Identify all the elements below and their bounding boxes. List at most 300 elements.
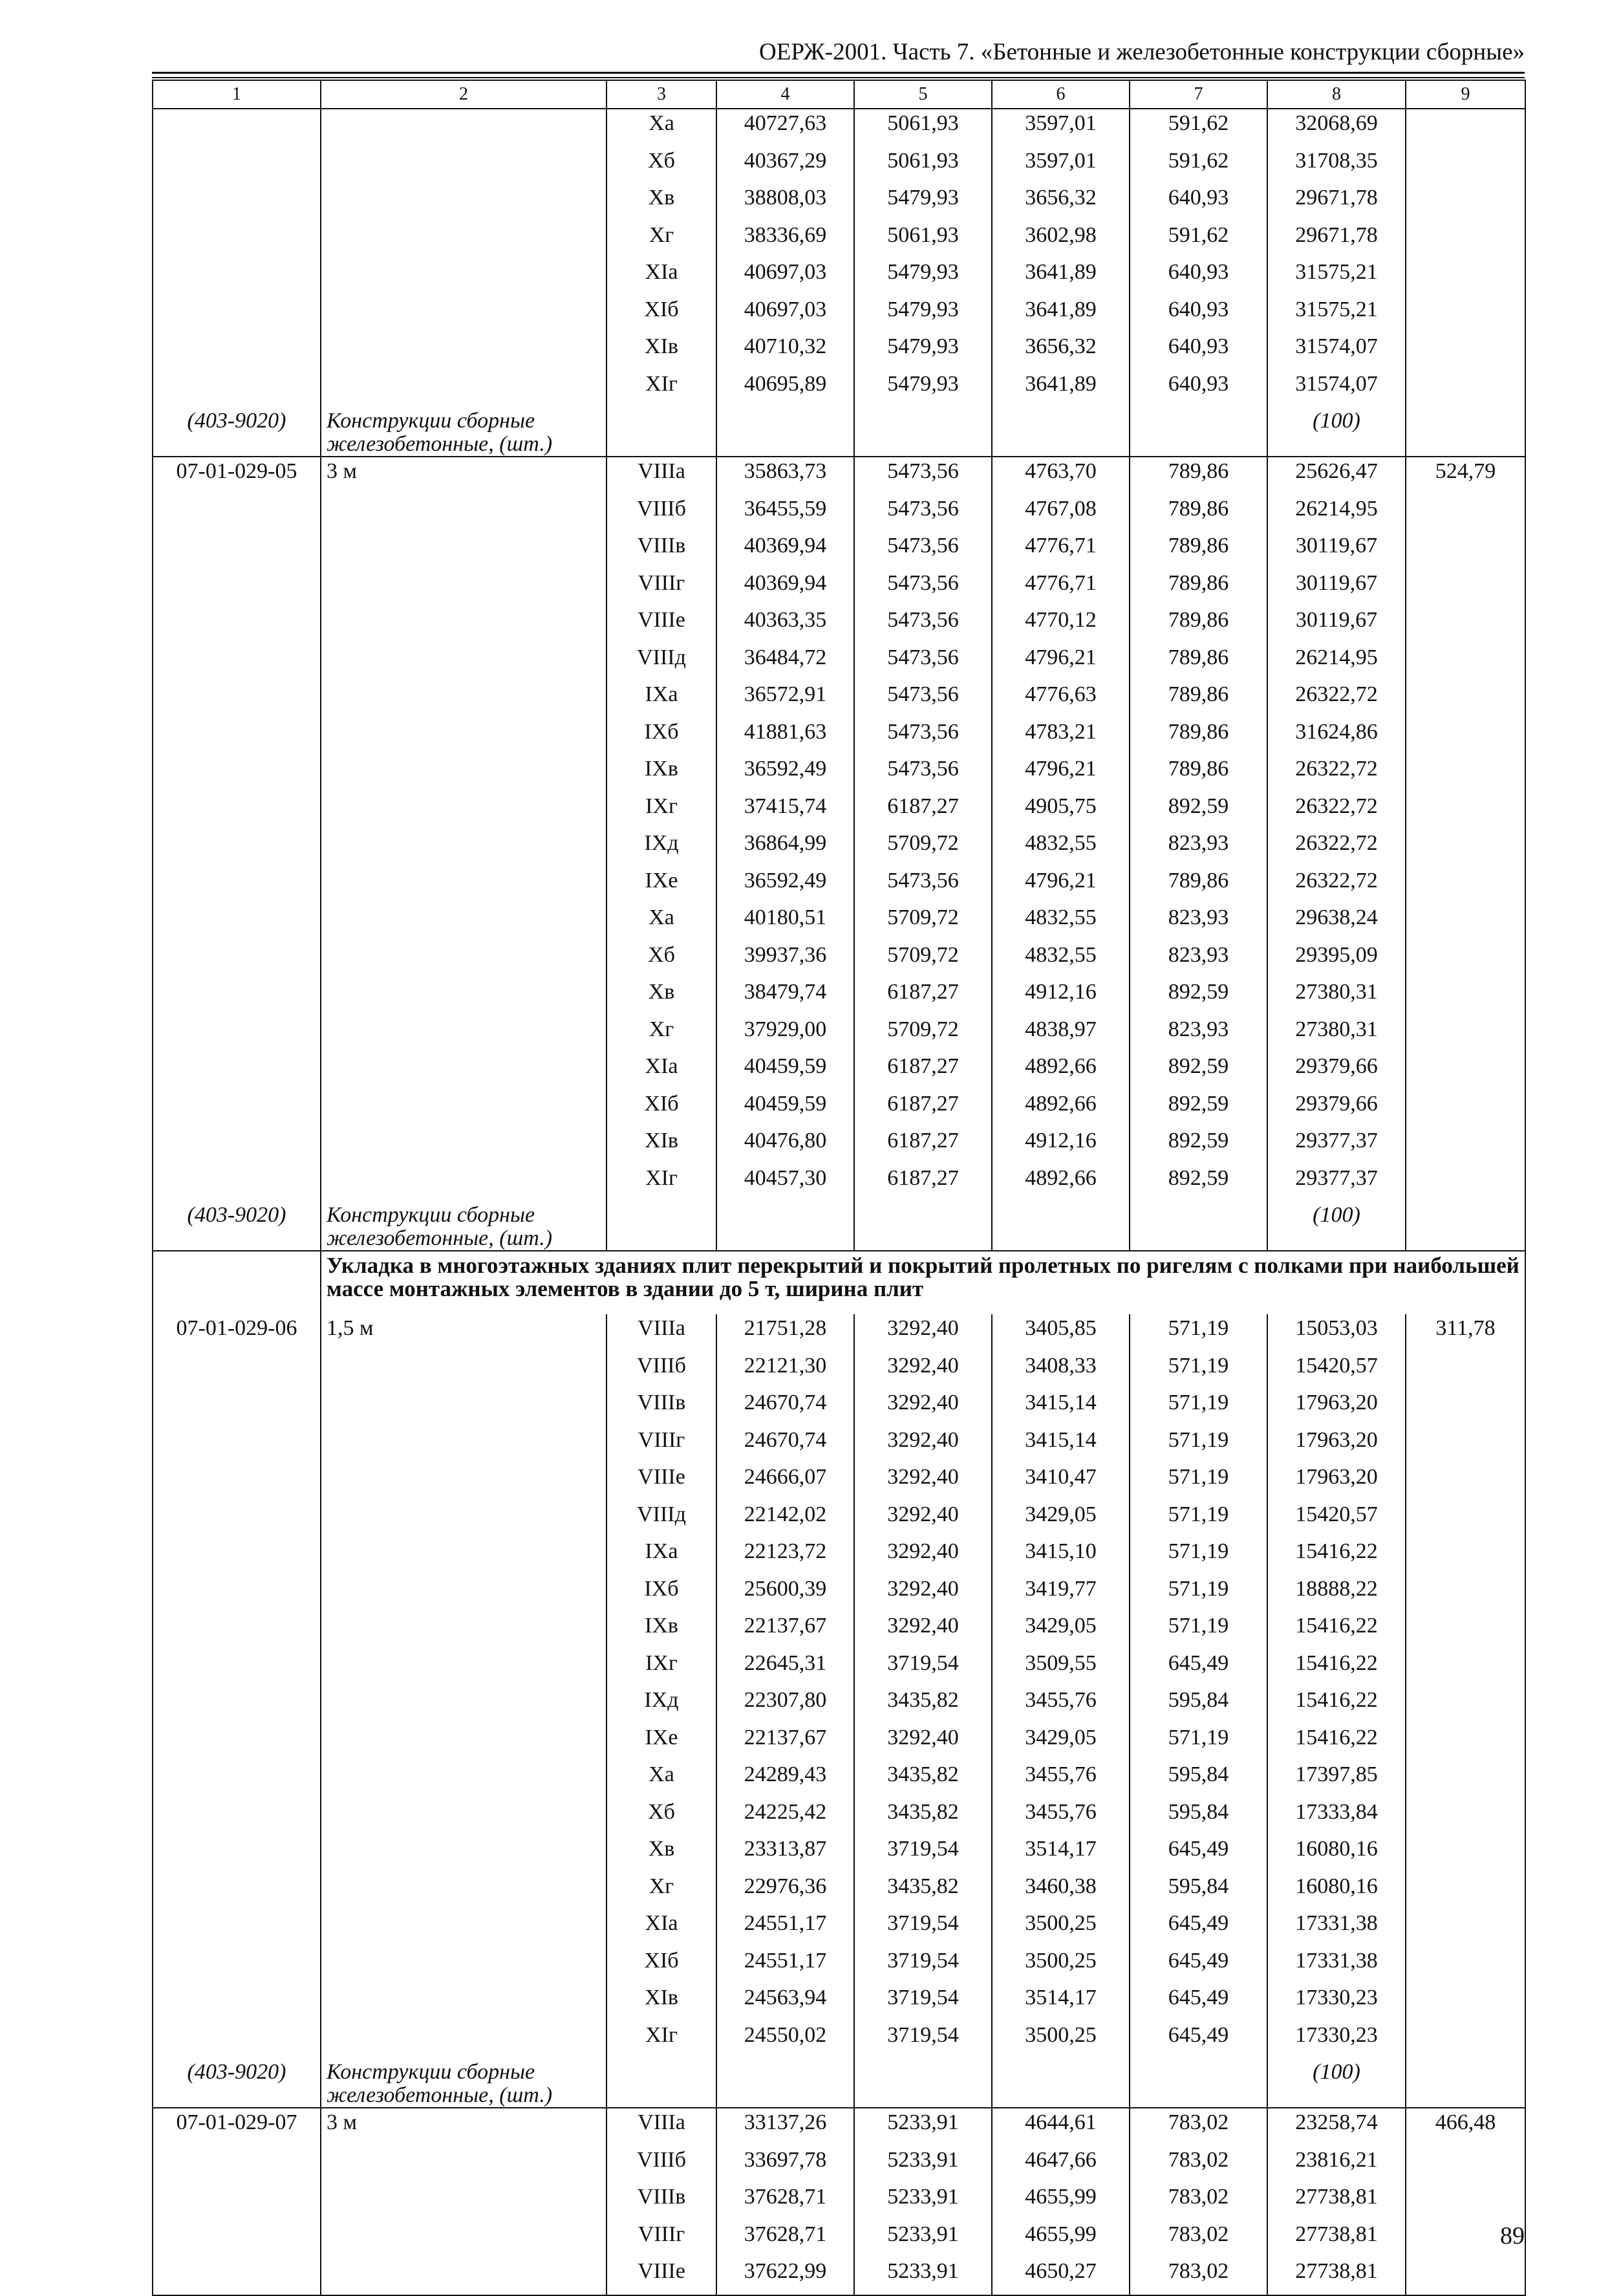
col6-machines: 4770,12 xyxy=(992,606,1130,644)
empty-cell xyxy=(1406,606,1525,644)
empty-cell xyxy=(321,718,606,755)
column-number: 3 xyxy=(606,80,716,109)
col8-materials: 27380,31 xyxy=(1267,978,1406,1015)
col6-machines: 4783,21 xyxy=(992,718,1130,755)
empty-cell xyxy=(321,978,606,1015)
empty-cell xyxy=(153,532,321,569)
column-number-row xyxy=(153,80,1525,109)
col5-wages: 6187,27 xyxy=(854,1052,992,1090)
empty-cell xyxy=(1406,332,1525,370)
table-row xyxy=(153,2220,1525,2258)
empty-cell xyxy=(321,1872,606,1910)
table-row xyxy=(153,495,1525,532)
empty-cell xyxy=(321,2183,606,2220)
col5-wages: 3435,82 xyxy=(854,1798,992,1836)
table-row xyxy=(153,1164,1525,1202)
empty-cell xyxy=(153,1872,321,1910)
table-row xyxy=(153,184,1525,221)
col6-machines: 4892,66 xyxy=(992,1052,1130,1090)
col4-total: 37415,74 xyxy=(716,792,854,830)
col7-machinist-wages: 783,02 xyxy=(1130,2183,1267,2220)
col8-materials: 29377,37 xyxy=(1267,1164,1406,1202)
col7-machinist-wages: 645,49 xyxy=(1130,2021,1267,2059)
col8-materials: 18888,22 xyxy=(1267,1575,1406,1612)
empty-cell xyxy=(1406,1612,1525,1649)
col8-materials: 31708,35 xyxy=(1267,147,1406,184)
col8-materials: 31574,07 xyxy=(1267,332,1406,370)
material-quantity: (100) xyxy=(1267,407,1406,457)
col8-materials: 32068,69 xyxy=(1267,109,1406,147)
table-row xyxy=(153,755,1525,792)
column-number: 5 xyxy=(854,80,992,109)
col3-zone: XIг xyxy=(606,370,716,407)
empty-cell xyxy=(1406,1426,1525,1464)
col4-total: 40459,59 xyxy=(716,1090,854,1127)
labor-cost: 466,48 xyxy=(1406,2108,1525,2146)
material-name xyxy=(321,2058,606,2108)
empty-cell xyxy=(321,1909,606,1947)
empty-cell xyxy=(1130,407,1267,457)
empty-cell xyxy=(854,2058,992,2108)
col5-wages: 5479,93 xyxy=(854,332,992,370)
col5-wages: 5061,93 xyxy=(854,109,992,147)
empty-cell xyxy=(321,296,606,333)
empty-cell xyxy=(1406,829,1525,867)
table-row xyxy=(153,569,1525,607)
empty-cell xyxy=(153,569,321,607)
col4-total: 38336,69 xyxy=(716,221,854,259)
col5-wages: 5233,91 xyxy=(854,2146,992,2183)
table-row xyxy=(153,1314,1525,1352)
material-code: (403-9020) xyxy=(153,1201,321,1251)
col6-machines: 4763,70 xyxy=(992,457,1130,495)
table-row xyxy=(153,904,1525,941)
table-row xyxy=(153,221,1525,259)
empty-cell xyxy=(153,1015,321,1053)
col5-wages: 3292,40 xyxy=(854,1537,992,1575)
col5-wages: 3292,40 xyxy=(854,1314,992,1352)
empty-cell xyxy=(153,1537,321,1575)
col3-zone: IXб xyxy=(606,1575,716,1612)
empty-cell xyxy=(321,184,606,221)
column-number: 2 xyxy=(321,80,606,109)
col3-zone: VIIIв xyxy=(606,2183,716,2220)
col5-wages: 5233,91 xyxy=(854,2108,992,2146)
col7-machinist-wages: 595,84 xyxy=(1130,1872,1267,1910)
empty-cell xyxy=(1406,644,1525,681)
empty-cell xyxy=(321,1798,606,1836)
col8-materials: 15416,22 xyxy=(1267,1612,1406,1649)
col3-zone: VIIIг xyxy=(606,569,716,607)
col4-total: 38479,74 xyxy=(716,978,854,1015)
empty-cell xyxy=(1406,370,1525,407)
empty-cell xyxy=(1406,792,1525,830)
empty-cell xyxy=(321,644,606,681)
col3-zone: Xг xyxy=(606,1015,716,1053)
col7-machinist-wages: 571,19 xyxy=(1130,1389,1267,1426)
col8-materials: 16080,16 xyxy=(1267,1835,1406,1872)
col7-machinist-wages: 789,86 xyxy=(1130,867,1267,904)
column-number: 4 xyxy=(716,80,854,109)
col5-wages: 3435,82 xyxy=(854,1686,992,1724)
col8-materials: 16080,16 xyxy=(1267,1872,1406,1910)
empty-cell xyxy=(153,258,321,296)
col5-wages: 3292,40 xyxy=(854,1612,992,1649)
header-rule xyxy=(152,72,1525,74)
empty-cell xyxy=(1406,2058,1525,2108)
col5-wages: 5709,72 xyxy=(854,1015,992,1053)
material-row xyxy=(153,2058,1525,2108)
col4-total: 37628,71 xyxy=(716,2183,854,2220)
col7-machinist-wages: 571,19 xyxy=(1130,1463,1267,1500)
empty-cell xyxy=(153,296,321,333)
col4-total: 24551,17 xyxy=(716,1947,854,1984)
col6-machines: 4655,99 xyxy=(992,2183,1130,2220)
table-row xyxy=(153,1909,1525,1947)
empty-cell xyxy=(1406,1798,1525,1836)
table-row xyxy=(153,606,1525,644)
empty-cell xyxy=(153,1612,321,1649)
col4-total: 39937,36 xyxy=(716,941,854,979)
labor-cost xyxy=(1406,109,1525,147)
empty-cell xyxy=(1406,978,1525,1015)
col3-zone: XIв xyxy=(606,1127,716,1164)
col3-zone: Xб xyxy=(606,1798,716,1836)
empty-cell xyxy=(1406,941,1525,979)
col5-wages: 3292,40 xyxy=(854,1389,992,1426)
table-row xyxy=(153,680,1525,718)
col3-zone: Xб xyxy=(606,147,716,184)
col8-materials: 15053,03 xyxy=(1267,1314,1406,1352)
col7-machinist-wages: 789,86 xyxy=(1130,718,1267,755)
empty-cell xyxy=(321,1724,606,1761)
empty-cell xyxy=(321,2220,606,2258)
col6-machines: 3415,14 xyxy=(992,1389,1130,1426)
col5-wages: 5473,56 xyxy=(854,644,992,681)
empty-cell xyxy=(992,407,1130,457)
col3-zone: VIIIд xyxy=(606,1500,716,1538)
labor-cost: 311,78 xyxy=(1406,1314,1525,1352)
col4-total: 40369,94 xyxy=(716,569,854,607)
empty-cell xyxy=(992,2058,1130,2108)
section-heading-row xyxy=(153,1251,1525,1314)
col7-machinist-wages: 789,86 xyxy=(1130,755,1267,792)
empty-cell xyxy=(321,221,606,259)
empty-cell xyxy=(153,1760,321,1798)
table-row xyxy=(153,1686,1525,1724)
col6-machines: 3429,05 xyxy=(992,1724,1130,1761)
col8-materials: 31575,21 xyxy=(1267,296,1406,333)
col7-machinist-wages: 571,19 xyxy=(1130,1426,1267,1464)
material-name-line2: железобетонные, (шт.) xyxy=(327,1226,553,1250)
empty-cell xyxy=(321,2146,606,2183)
table-row xyxy=(153,1463,1525,1500)
col4-total: 24550,02 xyxy=(716,2021,854,2059)
empty-cell xyxy=(153,2257,321,2295)
empty-cell xyxy=(153,2183,321,2220)
col7-machinist-wages: 571,19 xyxy=(1130,1500,1267,1538)
empty-cell xyxy=(321,1426,606,1464)
empty-cell xyxy=(1406,1575,1525,1612)
col3-zone: Xв xyxy=(606,978,716,1015)
material-code: (403-9020) xyxy=(153,407,321,457)
rate-name xyxy=(321,109,606,147)
table-row xyxy=(153,1724,1525,1761)
col4-total: 37622,99 xyxy=(716,2257,854,2295)
empty-cell xyxy=(153,1090,321,1127)
col5-wages: 3719,54 xyxy=(854,1984,992,2021)
col5-wages: 3292,40 xyxy=(854,1575,992,1612)
table-row xyxy=(153,941,1525,979)
col3-zone: IXг xyxy=(606,1649,716,1687)
col6-machines: 4912,16 xyxy=(992,1127,1130,1164)
empty-cell xyxy=(1406,1164,1525,1202)
col5-wages: 5473,56 xyxy=(854,532,992,569)
empty-cell xyxy=(153,221,321,259)
col5-wages: 6187,27 xyxy=(854,978,992,1015)
col6-machines: 4776,71 xyxy=(992,569,1130,607)
table-row xyxy=(153,2021,1525,2059)
table-row xyxy=(153,829,1525,867)
col3-zone: IXa xyxy=(606,680,716,718)
table-row xyxy=(153,457,1525,495)
empty-cell xyxy=(153,1463,321,1500)
col3-zone: Xг xyxy=(606,221,716,259)
table-row xyxy=(153,644,1525,681)
rate-name: 1,5 м xyxy=(321,1314,606,1352)
col7-machinist-wages: 892,59 xyxy=(1130,978,1267,1015)
col7-machinist-wages: 892,59 xyxy=(1130,1052,1267,1090)
empty-cell xyxy=(1406,1835,1525,1872)
col5-wages: 5473,56 xyxy=(854,569,992,607)
col5-wages: 5709,72 xyxy=(854,829,992,867)
col3-zone: Xв xyxy=(606,1835,716,1872)
col5-wages: 3292,40 xyxy=(854,1724,992,1761)
col6-machines: 3500,25 xyxy=(992,1909,1130,1947)
col7-machinist-wages: 892,59 xyxy=(1130,792,1267,830)
col6-machines: 4892,66 xyxy=(992,1164,1130,1202)
col3-zone: VIIIб xyxy=(606,495,716,532)
col3-zone: VIIIе xyxy=(606,2257,716,2295)
col4-total: 36592,49 xyxy=(716,867,854,904)
empty-cell xyxy=(153,606,321,644)
col4-total: 24563,94 xyxy=(716,1984,854,2021)
table-row xyxy=(153,792,1525,830)
rate-code xyxy=(153,109,321,147)
column-number: 7 xyxy=(1130,80,1267,109)
col7-machinist-wages: 571,19 xyxy=(1130,1537,1267,1575)
col3-zone: XIв xyxy=(606,332,716,370)
col8-materials: 26322,72 xyxy=(1267,755,1406,792)
table-row xyxy=(153,1500,1525,1538)
empty-cell xyxy=(153,2021,321,2059)
empty-cell xyxy=(1406,1389,1525,1426)
empty-cell xyxy=(1406,1463,1525,1500)
empty-cell xyxy=(321,1090,606,1127)
col5-wages: 5479,93 xyxy=(854,184,992,221)
col3-zone: Xa xyxy=(606,1760,716,1798)
col4-total: 24289,43 xyxy=(716,1760,854,1798)
col6-machines: 4767,08 xyxy=(992,495,1130,532)
col6-machines: 3455,76 xyxy=(992,1760,1130,1798)
col7-machinist-wages: 645,49 xyxy=(1130,1649,1267,1687)
page-number: 89 xyxy=(1500,2222,1525,2249)
rate-code: 07-01-029-05 xyxy=(153,457,321,495)
col4-total: 23313,87 xyxy=(716,1835,854,1872)
column-number: 8 xyxy=(1267,80,1406,109)
col7-machinist-wages: 823,93 xyxy=(1130,829,1267,867)
col7-machinist-wages: 571,19 xyxy=(1130,1575,1267,1612)
col8-materials: 29379,66 xyxy=(1267,1090,1406,1127)
empty-cell xyxy=(321,1127,606,1164)
col6-machines: 3455,76 xyxy=(992,1798,1130,1836)
table-row xyxy=(153,867,1525,904)
empty-cell xyxy=(321,941,606,979)
col5-wages: 3292,40 xyxy=(854,1352,992,1389)
col8-materials: 29377,37 xyxy=(1267,1127,1406,1164)
col4-total: 35863,73 xyxy=(716,457,854,495)
col6-machines: 4644,61 xyxy=(992,2108,1130,2146)
col6-machines: 3514,17 xyxy=(992,1835,1130,1872)
empty-cell xyxy=(321,1760,606,1798)
col8-materials: 26214,95 xyxy=(1267,644,1406,681)
col3-zone: IXб xyxy=(606,718,716,755)
col4-total: 40457,30 xyxy=(716,1164,854,1202)
col3-zone: IXв xyxy=(606,1612,716,1649)
empty-cell xyxy=(321,755,606,792)
empty-cell xyxy=(321,495,606,532)
col4-total: 40459,59 xyxy=(716,1052,854,1090)
col6-machines: 3641,89 xyxy=(992,370,1130,407)
col8-materials: 29638,24 xyxy=(1267,904,1406,941)
col5-wages: 5061,93 xyxy=(854,147,992,184)
col6-machines: 4776,71 xyxy=(992,532,1130,569)
table-row xyxy=(153,2257,1525,2295)
empty-cell xyxy=(321,1649,606,1687)
empty-cell xyxy=(1406,1872,1525,1910)
empty-cell xyxy=(1406,2021,1525,2059)
material-name-line1: Конструкции сборные xyxy=(327,1203,535,1227)
col6-machines: 4832,55 xyxy=(992,829,1130,867)
col5-wages: 6187,27 xyxy=(854,792,992,830)
col7-machinist-wages: 783,02 xyxy=(1130,2257,1267,2295)
empty-cell xyxy=(1406,2146,1525,2183)
col8-materials: 15420,57 xyxy=(1267,1352,1406,1389)
col6-machines: 3415,10 xyxy=(992,1537,1130,1575)
col3-zone: VIIIa xyxy=(606,1314,716,1352)
empty-cell xyxy=(716,407,854,457)
col4-total: 21751,28 xyxy=(716,1314,854,1352)
empty-cell xyxy=(153,1947,321,1984)
col7-machinist-wages: 571,19 xyxy=(1130,1314,1267,1352)
empty-cell xyxy=(153,1251,321,1314)
col4-total: 24666,07 xyxy=(716,1463,854,1500)
col6-machines: 3405,85 xyxy=(992,1314,1130,1352)
col5-wages: 5473,56 xyxy=(854,457,992,495)
col4-total: 25600,39 xyxy=(716,1575,854,1612)
empty-cell xyxy=(153,1686,321,1724)
column-number: 1 xyxy=(153,80,321,109)
col3-zone: VIIIв xyxy=(606,1389,716,1426)
table-row xyxy=(153,1835,1525,1872)
col5-wages: 5473,56 xyxy=(854,680,992,718)
col4-total: 24225,42 xyxy=(716,1798,854,1836)
empty-cell xyxy=(153,1426,321,1464)
empty-cell xyxy=(321,1352,606,1389)
material-name xyxy=(321,1201,606,1251)
empty-cell xyxy=(606,2058,716,2108)
empty-cell xyxy=(153,1649,321,1687)
col8-materials: 30119,67 xyxy=(1267,606,1406,644)
empty-cell xyxy=(1406,495,1525,532)
col5-wages: 6187,27 xyxy=(854,1090,992,1127)
col5-wages: 6187,27 xyxy=(854,1164,992,1202)
col8-materials: 17330,23 xyxy=(1267,2021,1406,2059)
empty-cell xyxy=(716,1201,854,1251)
col6-machines: 3597,01 xyxy=(992,109,1130,147)
material-row xyxy=(153,1201,1525,1251)
col5-wages: 5473,56 xyxy=(854,755,992,792)
empty-cell xyxy=(1406,1537,1525,1575)
col3-zone: VIIIв xyxy=(606,532,716,569)
empty-cell xyxy=(1406,147,1525,184)
col8-materials: 23258,74 xyxy=(1267,2108,1406,2146)
material-name-line1: Конструкции сборные xyxy=(327,409,535,433)
col5-wages: 5473,56 xyxy=(854,495,992,532)
col6-machines: 4838,97 xyxy=(992,1015,1130,1053)
empty-cell xyxy=(1406,1015,1525,1053)
empty-cell xyxy=(1406,221,1525,259)
material-name-line2: железобетонные, (шт.) xyxy=(327,432,553,456)
col4-total: 22137,67 xyxy=(716,1612,854,1649)
col5-wages: 5479,93 xyxy=(854,370,992,407)
col3-zone: XIв xyxy=(606,1984,716,2021)
col3-zone: XIб xyxy=(606,296,716,333)
col4-total: 22137,67 xyxy=(716,1724,854,1761)
empty-cell xyxy=(1130,1201,1267,1251)
col8-materials: 15420,57 xyxy=(1267,1500,1406,1538)
empty-cell xyxy=(153,1798,321,1836)
col7-machinist-wages: 591,62 xyxy=(1130,221,1267,259)
col8-materials: 17331,38 xyxy=(1267,1947,1406,1984)
col4-total: 24670,74 xyxy=(716,1426,854,1464)
col4-total: 40369,94 xyxy=(716,532,854,569)
col8-materials: 17963,20 xyxy=(1267,1426,1406,1464)
col3-zone: Xб xyxy=(606,941,716,979)
col6-machines: 3460,38 xyxy=(992,1872,1130,1910)
col6-machines: 4796,21 xyxy=(992,755,1130,792)
col4-total: 33697,78 xyxy=(716,2146,854,2183)
table-row xyxy=(153,2108,1525,2146)
empty-cell xyxy=(153,1835,321,1872)
page-header: ОЕРЖ-2001. Часть 7. «Бетонные и железобетонные конструкции сборные» xyxy=(759,39,1525,65)
empty-cell xyxy=(1406,755,1525,792)
col7-machinist-wages: 823,93 xyxy=(1130,941,1267,979)
col3-zone: IXa xyxy=(606,1537,716,1575)
col5-wages: 5709,72 xyxy=(854,941,992,979)
col4-total: 40727,63 xyxy=(716,109,854,147)
col3-zone: VIIIб xyxy=(606,2146,716,2183)
empty-cell xyxy=(153,370,321,407)
empty-cell xyxy=(153,1389,321,1426)
col4-total: 22123,72 xyxy=(716,1537,854,1575)
col6-machines: 3602,98 xyxy=(992,221,1130,259)
empty-cell xyxy=(321,867,606,904)
table-row xyxy=(153,1612,1525,1649)
col6-machines: 4647,66 xyxy=(992,2146,1130,2183)
col8-materials: 27738,81 xyxy=(1267,2183,1406,2220)
col4-total: 40476,80 xyxy=(716,1127,854,1164)
